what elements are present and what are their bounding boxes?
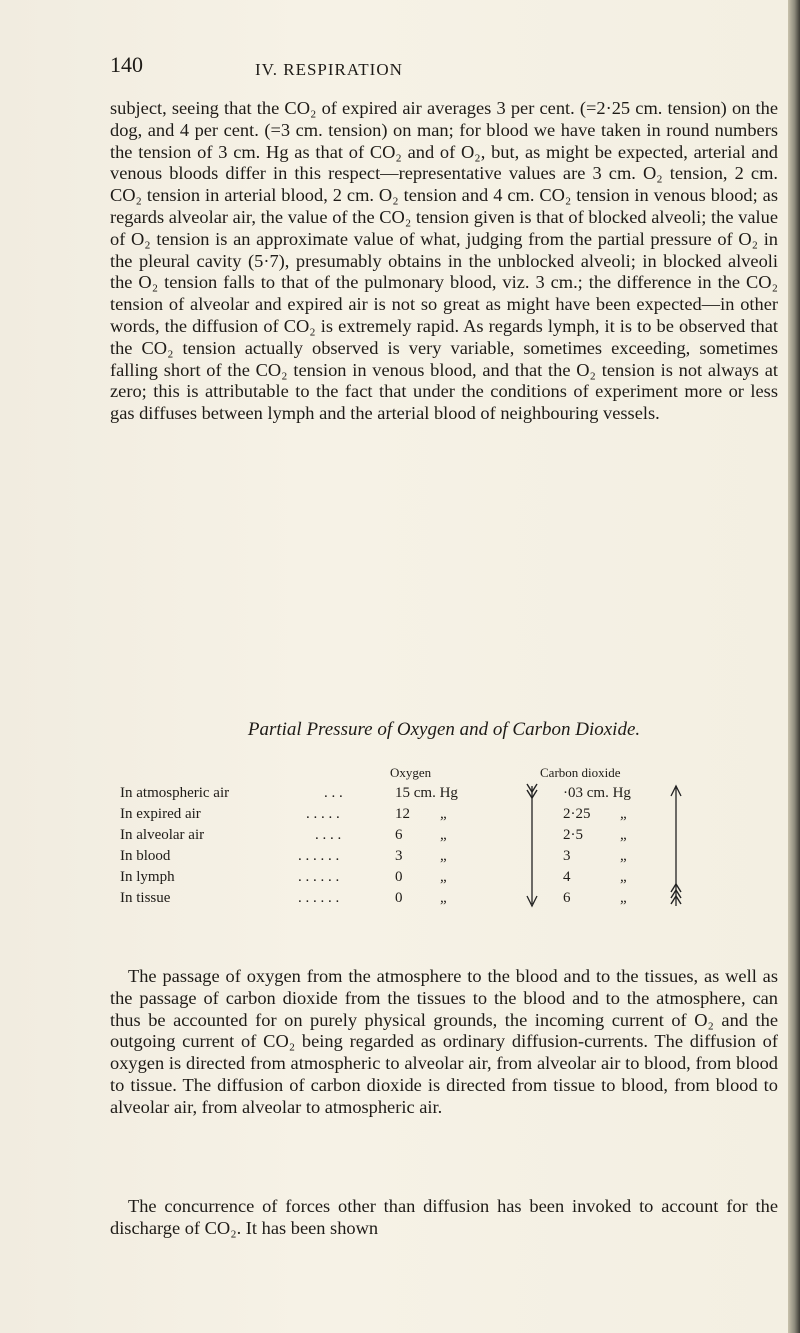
- page-header: [110, 52, 790, 84]
- row-label: In atmospheric air: [120, 785, 230, 801]
- table-row: [120, 890, 680, 908]
- column-header-co2: Carbon dioxide: [540, 765, 621, 780]
- table-title: Partial Pressure of Oxygen and of Carbon Dioxide.: [247, 719, 641, 740]
- co2-unit: „: [620, 848, 627, 864]
- oxygen-value: 15 cm. Hg: [395, 785, 458, 801]
- leader-dots: . . . . .: [306, 806, 340, 822]
- co2-value: 2·25: [563, 806, 591, 822]
- co2-unit: „: [620, 827, 627, 843]
- leader-dots: . . . . . .: [298, 890, 340, 906]
- co2-unit: „: [620, 890, 627, 906]
- partial-pressure-table: [120, 765, 680, 955]
- oxygen-value: 6: [395, 827, 403, 843]
- co2-value: 3: [563, 848, 571, 864]
- row-label: In lymph: [120, 869, 175, 885]
- running-head: IV. RESPIRATION: [255, 60, 403, 79]
- co2-value: ·03 cm. Hg: [563, 785, 631, 801]
- table-row: [120, 785, 680, 803]
- oxygen-value: 3: [395, 848, 403, 864]
- oxygen-unit: „: [440, 890, 447, 906]
- table-row: [120, 806, 680, 824]
- oxygen-unit: „: [440, 827, 447, 843]
- paragraph-diffusion-currents: The passage of oxygen from the atmosphere to the blood and to the tissues, as well as the passage of carbon dioxide from the tissues to the blood and to the atmosphere, can thus be accounted for on purely physical grounds, the incoming current of O₂ and the outgoing current of CO₂ being regarded as ordinary diffusion-currents. The diffusion of oxygen is directed from atmospheric to alveolar air, from alveolar air to blood, from blood to tissue. The diffusion of carbon dioxide is directed from tissue to blood, from blood to alveolar air, from alveolar to atmospheric air.: [110, 966, 778, 1117]
- row-label: In expired air: [120, 806, 201, 822]
- column-header-oxygen: Oxygen: [390, 765, 432, 780]
- leader-dots: . . . . . .: [298, 848, 340, 864]
- oxygen-unit: „: [440, 869, 447, 885]
- oxygen-diffusion-down-arrow-icon: [524, 780, 540, 910]
- row-label: In blood: [120, 848, 171, 864]
- paragraph-lymph-tensions: subject, seeing that the CO₂ of expired air averages 3 per cent. (=2·25 cm. tension) on the dog, and 4 per cent. (=3 cm. tension) on man; for blood we have taken in round numbers the tension of 3 cm. Hg as that of CO₂ and of O₂, but, as might be expected, arterial and venous bloods differ in this respect—representative values are 3 cm. O₂ tension, 2 cm. CO₂ tension in arterial blood, 2 cm. O₂ tension and 4 cm. CO₂ tension in venous blood; as regards alveolar air, the value of the CO₂ tension given is that of blocked alveoli; the value of O₂ tension is an approximate value of what, judging from the partial pressure of O₂ in the pleural cavity (5·7), presumably obtains in the unblocked alveoli; in blocked alveoli the O₂ tension falls to that of the pulmonary blood, viz. 3 cm.; the difference in the CO₂ tension of alveolar and expired air is not so great as might have been expected—in other words, the diffusion of CO₂ is extremely rapid. As regards lymph, it is to be observed that the CO₂ tension actually observed is very variable, sometimes exceeding, sometimes falling short of the CO₂ tension in venous blood, and that the O₂ tension is not always at zero; this is attributable to the fact that under the conditions of experiment more or less gas diffuses between lymph and the arterial blood of neighbouring vessels.: [110, 98, 778, 424]
- leader-dots: . . . . . .: [298, 869, 340, 885]
- page-edge-shadow: [788, 0, 800, 1333]
- oxygen-value: 0: [395, 869, 403, 885]
- table-row: [120, 827, 680, 845]
- table-row: [120, 869, 680, 887]
- oxygen-value: 0: [395, 890, 403, 906]
- co2-unit: „: [620, 806, 627, 822]
- co2-value: 6: [563, 890, 571, 906]
- paragraph-concurrence-of-forces: The concurrence of forces other than diffusion has been invoked to account for the discharge of CO₂. It has been shown: [110, 1196, 778, 1238]
- co2-diffusion-up-arrow-icon: [668, 780, 684, 910]
- oxygen-unit: „: [440, 806, 447, 822]
- oxygen-value: 12: [395, 806, 410, 822]
- co2-unit: „: [620, 869, 627, 885]
- co2-value: 4: [563, 869, 571, 885]
- leader-dots: . . . .: [315, 827, 342, 843]
- table-row: [120, 848, 680, 866]
- oxygen-unit: „: [440, 848, 447, 864]
- leader-dots: . . .: [324, 785, 343, 801]
- page-number: 140: [110, 52, 143, 77]
- row-label: In alveolar air: [120, 827, 205, 843]
- co2-value: 2·5: [563, 827, 583, 843]
- row-label: In tissue: [120, 890, 171, 906]
